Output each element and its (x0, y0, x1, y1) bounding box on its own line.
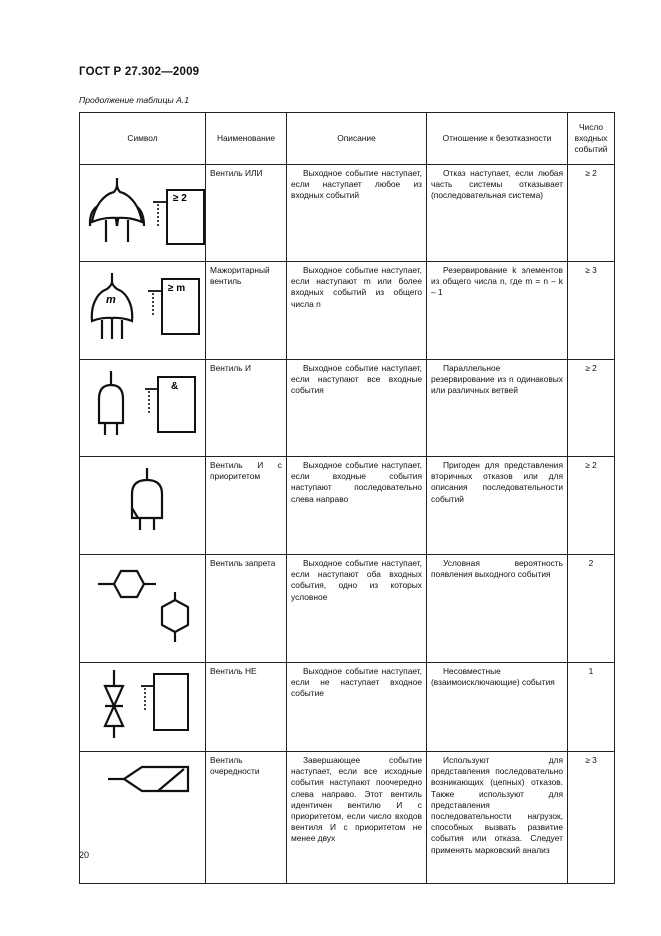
inhibit-gate-icon (84, 558, 210, 659)
table-row (80, 663, 615, 752)
priority-and-gate-icon (84, 460, 210, 551)
inputs-cell: 1 (568, 663, 615, 752)
table-caption: Продолжение таблицы А.1 (79, 95, 189, 105)
or-gate-label: ≥ 2 (173, 193, 187, 204)
name-cell: Вентиль И (206, 360, 287, 457)
or-gate-icon (84, 168, 210, 258)
relation-cell: Резервирование k элементов из общего числа n, где m = n – k – 1 (427, 262, 568, 360)
sequence-gate-symbol-cell (80, 752, 206, 884)
inputs-cell: 2 (568, 555, 615, 663)
table-row (80, 165, 615, 262)
header-description: Описание (287, 113, 427, 165)
relation-cell: Отказ наступает, если любая часть системы отказывает (последовательная система) (427, 165, 568, 262)
majority-gate-icon (84, 265, 210, 356)
sequence-gate-icon (84, 755, 210, 880)
description-cell: Выходное событие наступает, если наступают все входные события (287, 360, 427, 457)
and-gate-symbol-cell (80, 360, 206, 457)
inputs-cell: ≥ 2 (568, 457, 615, 555)
name-cell: Вентиль запрета (206, 555, 287, 663)
inputs-cell: ≥ 3 (568, 262, 615, 360)
and-gate-label: & (171, 381, 179, 392)
inputs-cell: ≥ 2 (568, 360, 615, 457)
relation-cell: Параллельное резервирование из n одинаковых или различных ветвей (427, 360, 568, 457)
relation-cell: Пригоден для представления вторичных отказов или для описания последовательности событий (427, 457, 568, 555)
description-cell: Выходное событие наступает, если наступает любое из входных событий (287, 165, 427, 262)
relation-cell: Несовместные (взаимоисключающие) события (427, 663, 568, 752)
description-cell: Выходное событие наступает, если наступают m или более входных событий из общего числа n (287, 262, 427, 360)
header-name: Наименование (206, 113, 287, 165)
table-row (80, 752, 615, 884)
description-cell: Выходное событие наступает, если входные события наступают последовательно слева направо (287, 457, 427, 555)
header-inputs: Число входных событий (568, 113, 615, 165)
name-cell: Вентиль НЕ (206, 663, 287, 752)
table-header (80, 113, 615, 165)
header-relation: Отношение к безотказности (427, 113, 568, 165)
description-cell: Завершающее событие наступает, если все исходные события наступают поочередно слева направо. Этот вентиль идентичен вентилю И с приоритетом, если число входов вентиля И с приоритетом не менее двух (287, 752, 427, 884)
inhibit-gate-symbol-cell (80, 555, 206, 663)
name-cell: Вентиль очередности (206, 752, 287, 884)
or-gate-symbol-cell (80, 165, 206, 262)
not-gate-icon (84, 666, 210, 748)
and-gate-icon (84, 363, 210, 453)
name-cell: Мажоритарный вентиль (206, 262, 287, 360)
document-title: ГОСТ Р 27.302—2009 (79, 66, 200, 78)
inputs-cell: ≥ 3 (568, 752, 615, 884)
priority-and-gate-symbol-cell (80, 457, 206, 555)
page-number: 20 (79, 850, 90, 860)
table-row (80, 262, 615, 360)
table-row (80, 360, 615, 457)
majority-gate-inner-label: m (106, 294, 116, 306)
relation-cell: Используют для представления последовательно возникающих (цепных) отказов. Также используют для представления последовательности нагрузок, способных вызвать развитие события или отказа. Следует применять марковский анализ (427, 752, 568, 884)
description-cell: Выходное событие наступает, если наступают оба входных события, одно из которых условное (287, 555, 427, 663)
relation-cell: Условная вероятность появления выходного события (427, 555, 568, 663)
name-cell: Вентиль ИЛИ (206, 165, 287, 262)
header-symbol: Символ (80, 113, 206, 165)
table-row (80, 555, 615, 663)
inputs-cell: ≥ 2 (568, 165, 615, 262)
name-cell: Вентиль И с приоритетом (206, 457, 287, 555)
symbols-table (79, 112, 615, 884)
majority-gate-symbol-cell (80, 262, 206, 360)
table-row (80, 457, 615, 555)
not-gate-symbol-cell (80, 663, 206, 752)
description-cell: Выходное событие наступает, если не наступает входное событие (287, 663, 427, 752)
majority-gate-label: ≥ m (168, 283, 186, 294)
